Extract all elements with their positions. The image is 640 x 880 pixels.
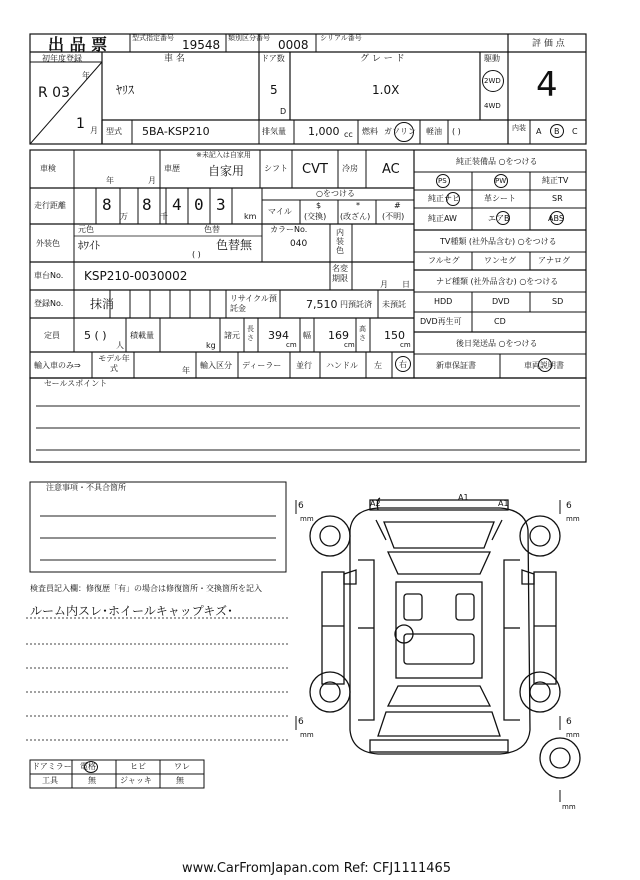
class-no-label: 類別区分番号 — [228, 34, 270, 42]
km-unit: km — [244, 212, 257, 221]
load-unit: kg — [206, 341, 216, 350]
doors-label: ドア数 — [261, 54, 285, 63]
history-label: 車歴 — [164, 164, 180, 173]
color-no-label: カラーNo. — [270, 225, 308, 234]
recycle-label: リサイクル預託金 — [230, 294, 277, 313]
mirror-value: 電格 — [80, 762, 96, 771]
interior-a: A — [536, 127, 542, 136]
opt-sr: SR — [552, 194, 563, 203]
factory-title: 純正装備品 ○をつける — [456, 157, 538, 166]
recycle-unpaid: 未預託 — [382, 300, 406, 309]
eval-score: 4 — [536, 65, 558, 105]
displacement-label: 排気量 — [262, 127, 286, 136]
displacement-value: 1,000 — [308, 125, 340, 138]
opt-tv: 純正TV — [542, 176, 569, 185]
drive-label: 駆動 — [484, 54, 500, 63]
shift-label: シフト — [264, 164, 288, 173]
tv-full: フルセグ — [428, 256, 460, 265]
first-reg-month: 1 — [76, 116, 85, 132]
mileage-digit-5: 3 — [216, 195, 226, 214]
height-value: 150 — [384, 329, 405, 342]
capacity-value: 5 ( ) — [84, 329, 107, 342]
notes-label: 注意事項・不具合箇所 — [46, 483, 126, 492]
interior-c: C — [572, 127, 578, 136]
tire-fr-value: 6 — [566, 501, 572, 511]
height-label: 高さ — [359, 325, 366, 342]
diesel-paren: ( ) — [452, 127, 461, 136]
tire-fl-mm: mm — [300, 515, 314, 523]
fuel-label: 燃料 — [362, 127, 378, 136]
navi-sd: SD — [552, 297, 564, 306]
serial-label: シリアル番号 — [320, 34, 362, 42]
ac-value: AC — [382, 162, 400, 177]
unknown-symbol: # — [394, 201, 401, 210]
navi-title: ナビ種類 (社外品含む) ○をつける — [436, 277, 559, 286]
opt-leather: 革シート — [484, 194, 516, 203]
class-no-value: 0008 — [278, 38, 309, 52]
width-label: 幅 — [303, 331, 311, 340]
mile-label: マイル — [268, 207, 292, 216]
color-paren: ( ) — [192, 250, 201, 259]
car-name-label: 車 名 — [164, 54, 185, 64]
color-change-value: 色替無 — [216, 238, 253, 252]
length-unit: cm — [286, 341, 297, 349]
sales-point-label: セールスポイント — [44, 379, 108, 388]
damage-a1-center: A1 — [458, 493, 469, 502]
recycle-value: 7,510 — [306, 298, 338, 311]
post-warranty: 新車保証書 — [436, 361, 476, 370]
fuel-value: ガソリン — [384, 127, 416, 136]
model-year-label: モデル年式 — [98, 354, 130, 373]
reg-no-label: 登録No. — [34, 299, 64, 308]
chassis-value: KSP210-0030002 — [84, 269, 188, 283]
car-diagram — [322, 498, 556, 754]
interior-b: B — [554, 127, 560, 136]
tamper-label: (改ざん) — [340, 212, 371, 221]
history-note: ※未記入は自家用 — [196, 151, 251, 159]
drive-4wd: 4WD — [484, 102, 501, 110]
shift-value: CVT — [302, 162, 328, 177]
exterior-label: 外装色 — [36, 239, 60, 248]
post-title: 後日発送品 ○をつける — [456, 339, 538, 348]
model-year-unit: 年 — [182, 366, 190, 375]
interior-label: 内装 — [512, 124, 526, 132]
first-reg-year: R 03 — [38, 85, 70, 101]
tv-one: ワンセグ — [484, 256, 516, 265]
shaken-month-unit: 月 — [148, 176, 156, 185]
capacity-label: 定員 — [44, 331, 60, 340]
color-no-value: 040 — [290, 239, 308, 249]
damage-a2: A2 — [370, 499, 381, 508]
cc-unit: cc — [344, 130, 353, 139]
form-title: 出 品 票 — [48, 35, 108, 54]
color-change-label: 色替 — [204, 225, 220, 234]
eval-label: 評 価 点 — [532, 39, 565, 49]
grade-value: 1.0X — [372, 83, 400, 97]
opt-airbag: エアB — [488, 214, 510, 223]
name-change-month: 月 — [380, 280, 388, 289]
inspector-note: ルーム内スレ･ホイールキャップキズ･ — [30, 604, 234, 618]
year-unit: 年 — [82, 71, 90, 80]
height-unit: cm — [400, 341, 411, 349]
mileage-digit-1: 8 — [102, 195, 112, 214]
model-no-label: 型式指定番号 — [132, 34, 174, 42]
import-only-label: 輸入車のみ⇒ — [34, 361, 81, 370]
chassis-label: 車台No. — [34, 271, 64, 280]
tv-title: TV種類 (社外品含む) ○をつける — [440, 237, 557, 246]
drive-2wd: 2WD — [484, 77, 501, 85]
handle-label: ハンドル — [326, 361, 358, 370]
first-reg-label: 初年度登録 — [42, 54, 82, 63]
opt-aw: 純正AW — [428, 214, 457, 223]
type-label: 型式 — [106, 127, 122, 136]
tire-fr-mm: mm — [566, 515, 580, 523]
dim-label: 諸元 — [224, 331, 240, 340]
recycle-unit: 円預託済 — [340, 300, 372, 309]
opt-ps: PS — [438, 177, 447, 185]
sen-unit: 千 — [160, 212, 168, 221]
opt-navi: 純正ナビ — [428, 194, 460, 203]
length-label: 長さ — [247, 325, 254, 342]
tv-analog: アナログ — [538, 256, 570, 265]
doors-value: 5 — [270, 83, 278, 97]
length-value: 394 — [268, 329, 289, 342]
name-change-day: 日 — [402, 280, 410, 289]
tire-rr-mm: mm — [566, 731, 580, 739]
left-label: 左 — [374, 361, 382, 370]
tool-value: 無 — [88, 776, 96, 785]
jack-value: 無 — [176, 776, 184, 785]
tire-rl-mm: mm — [300, 731, 314, 739]
damage-a1-right: A1 — [498, 499, 509, 508]
dvd-label: DVD再生可 — [420, 317, 462, 326]
exchange-symbol: $ — [316, 201, 322, 210]
door-suffix: D — [280, 107, 287, 116]
opt-pw: PW — [495, 177, 507, 185]
mileage-digit-4: 0 — [194, 195, 204, 214]
tire-rr-value: 6 — [566, 717, 572, 727]
unknown-label: (不明) — [382, 212, 405, 221]
tire-rl-value: 6 — [298, 717, 304, 727]
tool-label: 工具 — [42, 776, 58, 785]
name-change-label: 名変期限 — [332, 264, 348, 283]
shaken-year-unit: 年 — [106, 176, 114, 185]
mileage-label: 走行距離 — [34, 201, 66, 210]
import-type-label: 輸入区分 — [200, 361, 232, 370]
navi-hdd: HDD — [434, 297, 453, 306]
capacity-unit: 人 — [116, 341, 124, 350]
footer-ref: www.CarFromJapan.com Ref: CFJ1111465 — [182, 861, 452, 876]
shaken-label: 車検 — [40, 164, 56, 173]
tire-fl-value: 6 — [298, 501, 304, 511]
type-value: 5BA-KSP210 — [142, 125, 210, 138]
exterior-value: ﾎﾜｲﾄ — [78, 239, 100, 252]
mileage-digit-3: 4 — [172, 195, 182, 214]
car-name-value: ﾔﾘｽ — [116, 83, 135, 97]
month-unit: 月 — [90, 126, 98, 135]
crack-label: ヒビ — [130, 762, 146, 771]
dealer-label: ディーラー — [242, 361, 282, 370]
model-no-value: 19548 — [182, 38, 221, 52]
diesel-label: 軽油 — [426, 127, 442, 136]
load-label: 積載量 — [130, 331, 154, 340]
jack-label: ジャッキ — [120, 776, 152, 785]
mileage-digit-2: 8 — [142, 195, 152, 214]
parallel-label: 並行 — [296, 361, 312, 370]
ac-label: 冷房 — [342, 164, 358, 173]
exchange-label: (交換) — [304, 212, 327, 221]
interior-color-label: 内装色 — [336, 228, 344, 255]
tire-spare-mm: mm — [562, 803, 576, 811]
man-unit: 万 — [120, 212, 128, 221]
cd-label: CD — [494, 317, 506, 326]
opt-abs: ABS — [548, 214, 564, 223]
right-label: 右 — [399, 360, 407, 369]
break-label: ワレ — [174, 762, 190, 771]
inspector-label: 検査員記入欄：修復歴「有」の場合は修復箇所・交換箇所を記入 — [30, 584, 262, 593]
reg-no-value: 抹消 — [90, 297, 115, 311]
navi-dvd: DVD — [492, 297, 510, 306]
width-unit: cm — [344, 341, 355, 349]
history-value: 自家用 — [208, 164, 245, 178]
grade-label: グ レ ー ド — [360, 54, 405, 64]
post-manual: 車両説明書 — [524, 361, 564, 370]
mirror-label: ドアミラー — [32, 762, 72, 771]
tamper-symbol: * — [356, 201, 360, 210]
orig-color-label: 元色 — [78, 225, 94, 234]
mark-note: ○をつける — [316, 189, 355, 198]
width-value: 169 — [328, 329, 349, 342]
